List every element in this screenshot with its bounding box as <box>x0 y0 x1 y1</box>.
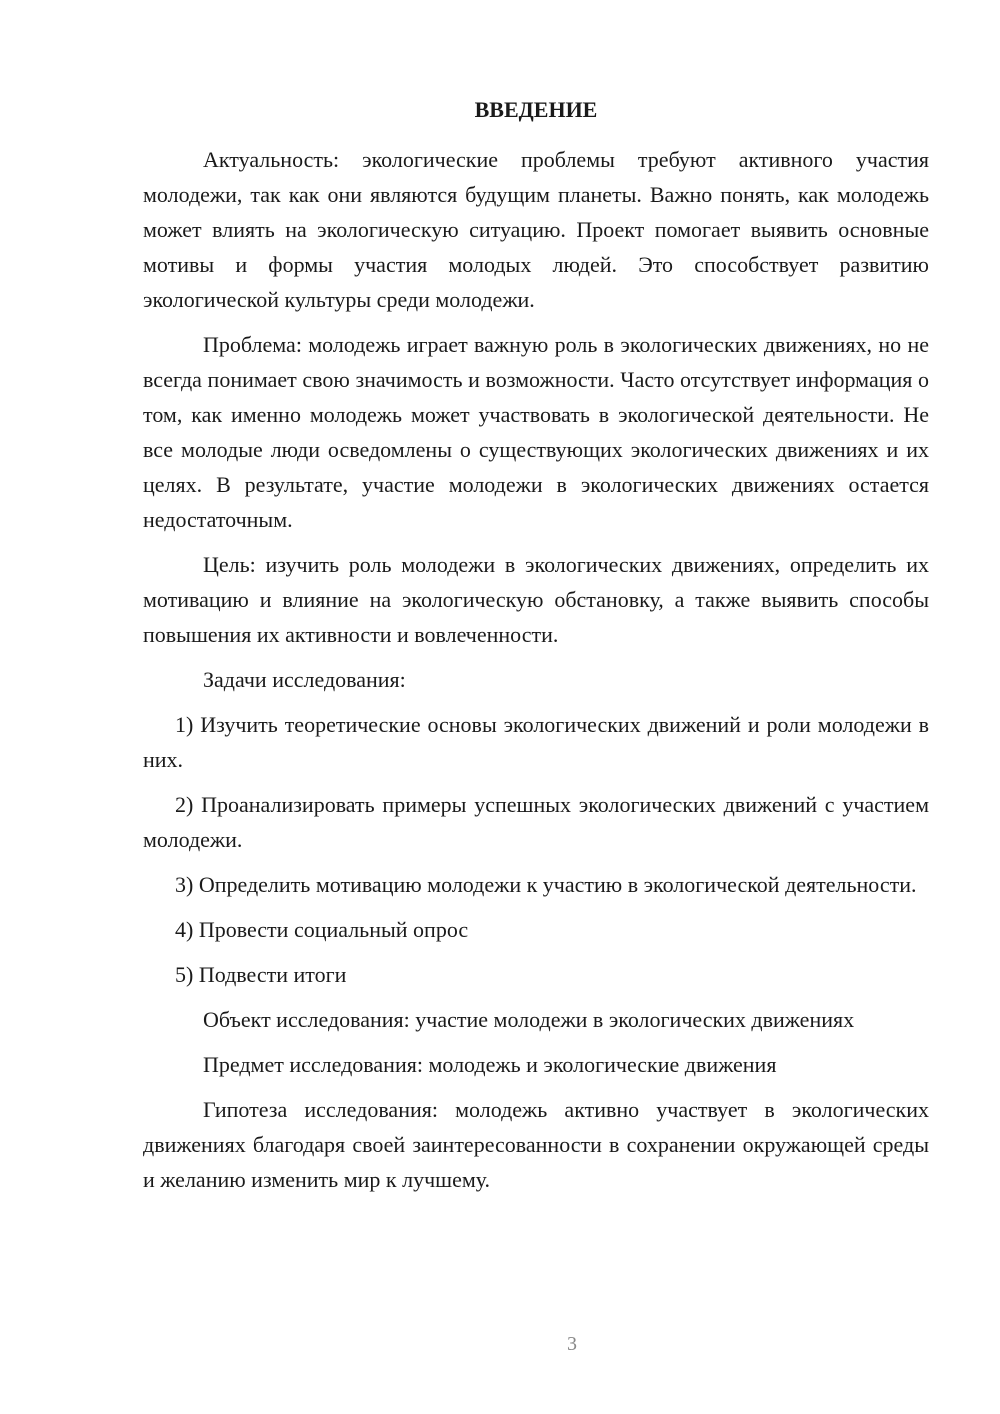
goal-paragraph: Цель: изучить роль молодежи в экологических движениях, определить их мотивацию и влияние на экологическую обстановку, а также выявить способы повышения их активности и вовлеченности. <box>143 552 929 647</box>
tasks-heading: Задачи исследования: <box>203 667 406 692</box>
task-item-2: 2) Проанализировать примеры успешных экологических движений с участием молодежи. <box>143 792 929 852</box>
task-item-3: 3) Определить мотивацию молодежи к участию в экологической деятельности. <box>175 872 917 897</box>
relevance-paragraph: Актуальность: экологические проблемы требуют активного участия молодежи, так как они являются будущим планеты. Важно понять, как молодежь может влиять на экологическую ситуацию. Проект помогает выявить основные мотивы и формы участия молодых людей. Это способствует развитию экологической культуры среди молодежи. <box>143 147 929 312</box>
subject-paragraph: Предмет исследования: молодежь и экологические движения <box>203 1052 777 1077</box>
section-title: ВВЕДЕНИЕ <box>474 97 598 122</box>
task-item-1: 1) Изучить теоретические основы экологических движений и роли молодежи в них. <box>143 712 929 772</box>
task-item-5: 5) Подвести итоги <box>175 962 347 987</box>
document-body <box>143 142 929 1207</box>
object-paragraph: Объект исследования: участие молодежи в экологических движениях <box>203 1007 855 1032</box>
page-number: 3 <box>567 1333 577 1355</box>
hypothesis-paragraph: Гипотеза исследования: молодежь активно участвует в экологических движениях благодаря своей заинтересованности в сохранении окружающей среды и желанию изменить мир к лучшему. <box>143 1097 929 1192</box>
task-item-4: 4) Провести социальный опрос <box>175 917 469 942</box>
problem-paragraph: Проблема: молодежь играет важную роль в экологических движениях, но не всегда понимает свою значимость и возможности. Часто отсутствует информация о том, как именно молодежь может участвовать в экологической деятельности. Не все молодые люди осведомлены о существующих экологических движениях и их целях. В результате, участие молодежи в экологических движениях остается недостаточным. <box>143 332 929 532</box>
